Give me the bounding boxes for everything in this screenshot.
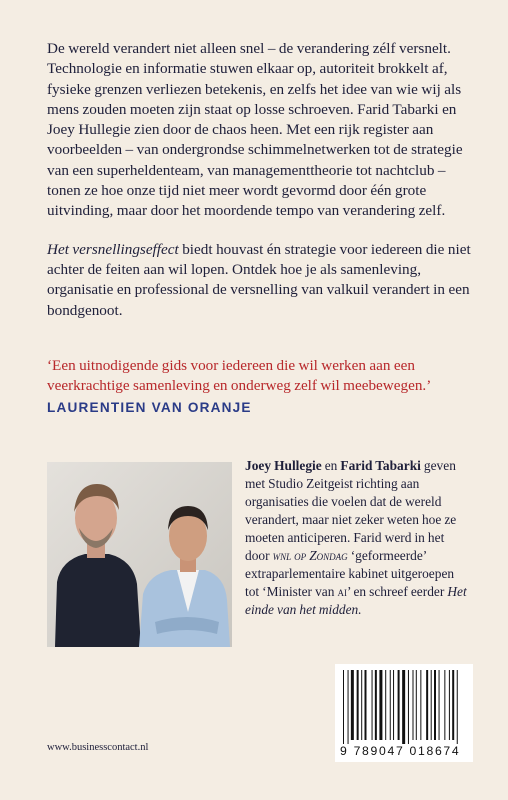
previous-book-title: Het einde van het midden.: [245, 583, 467, 617]
barcode-bar: [393, 670, 394, 740]
barcode-bar: [385, 670, 386, 740]
barcode-bar: [361, 670, 362, 740]
endorsement-quote: ‘Een uitnodigende gids voor iedereen die wil werken aan een veerkrachtige samenleving en onderweg zelf wil meebewegen.’: [47, 357, 432, 395]
barcode-bar: [343, 670, 344, 744]
author-name-2: Farid Tabarki: [340, 458, 421, 473]
barcode-bar: [365, 670, 367, 740]
bio-text-3: ’ en schreef eerder: [346, 583, 448, 599]
barcode-bar: [375, 670, 377, 740]
barcode-bar: [379, 670, 382, 740]
author-photo-illustration: [47, 462, 232, 647]
barcode-bar: [372, 670, 373, 740]
blurb: [47, 39, 477, 321]
barcode-bar: [357, 670, 359, 740]
bio-text-1: geven met Studio Zeitgeist richting aan organisaties die voelen dat de wereld verandert, maar niet zeker weten hoe ze moeten anticiperen. Farid werd in het door: [245, 458, 457, 563]
blurb-paragraph-1: De wereld verandert niet alleen snel – de verandering zélf versnelt. Technologie en informatie stuwen elkaar op, autoriteit brokkelt af, fysieke grenzen verliezen betekenis, en zelfs het idee van wie wij als mens zouden moeten zijn staat op losse schroeven. Farid Tabarki en Joey Hullegie zien door de chaos heen. Met een rijk register aan voorbeelden – van ondergrondse schimmelnetwerken tot de strategie van een superheldenteam, van managementtheorie tot nachtclub – tonen ze hoe onze tijd niet meer wordt gevormd door één grote uitvinding, maar door het moordende tempo van verandering zelf.: [47, 40, 463, 220]
barcode-bar: [402, 670, 405, 744]
barcode-bar: [434, 670, 436, 740]
blurb-paragraph-2: [47, 240, 477, 321]
isbn-number: 9 789047 018674: [340, 744, 461, 758]
barcode-bar: [398, 670, 400, 740]
bio-text-2: ‘geformeerde’ extraparlementaire kabinet uitgeroepen tot ‘Minister van: [245, 547, 455, 599]
barcode-bar: [416, 670, 417, 740]
barcode-bar: [348, 670, 349, 744]
endorsement-author: LAURENTIEN VAN ORANJE: [47, 400, 252, 415]
barcode-bar: [444, 670, 445, 740]
author-name-1: Joey Hullegie: [245, 458, 322, 473]
blurb-paragraph-2-text: biedt houvast én strategie voor iedereen die niet achter de feiten aan wil lopen. Ontdek hoe je als samenleving, organisatie en professional de versnelling van valkuil verandert in een bondgenoot.: [47, 240, 471, 319]
barcode-bar: [431, 670, 432, 740]
barcode-bar: [457, 670, 458, 744]
barcode-bar: [449, 670, 450, 740]
barcode-bar: [452, 670, 454, 740]
author-photo: [47, 462, 232, 647]
book-title: Het versnellingseffect: [47, 240, 179, 258]
barcode-bar: [408, 670, 409, 744]
ai-abbreviation: ai: [337, 583, 347, 599]
barcode-bar: [439, 670, 440, 740]
barcode-bar: [420, 670, 421, 740]
publisher-website: www.businesscontact.nl: [47, 742, 149, 753]
barcode-bar: [426, 670, 428, 740]
barcode-bar: [413, 670, 414, 740]
barcode-bar: [351, 670, 354, 740]
bio-conjunction: en: [321, 458, 341, 473]
barcode-bar: [390, 670, 391, 740]
author-bio: [245, 457, 470, 619]
tv-show-name: wnl op Zondag: [272, 547, 348, 563]
